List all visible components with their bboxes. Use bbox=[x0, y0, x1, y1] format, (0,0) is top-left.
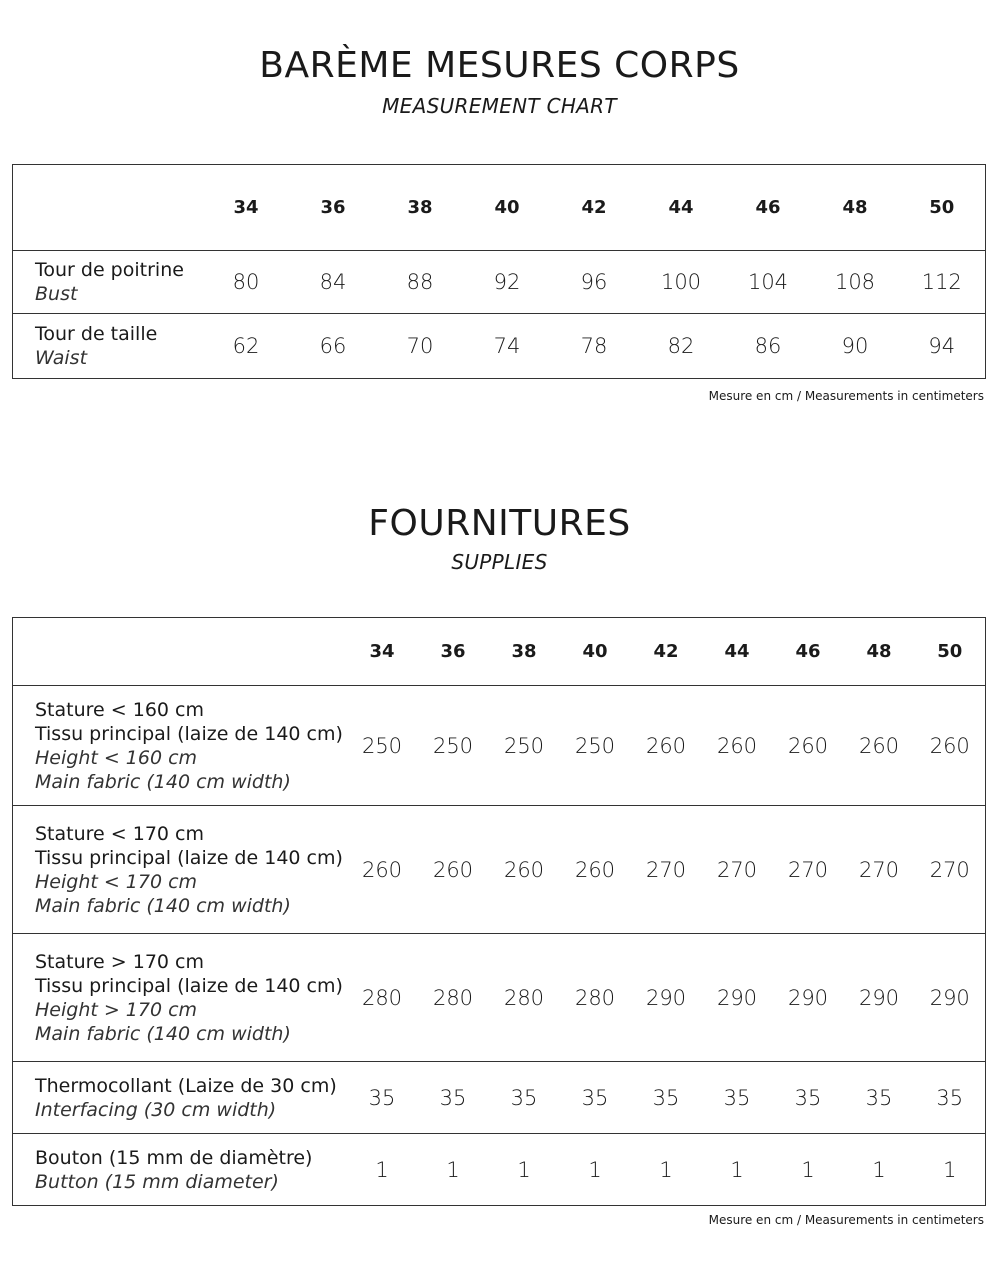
value-cell: 90 bbox=[812, 314, 899, 379]
value-cell: 35 bbox=[560, 1062, 631, 1134]
value-cell: 250 bbox=[347, 686, 418, 806]
value-cell: 250 bbox=[489, 686, 560, 806]
value-cell: 1 bbox=[489, 1134, 560, 1206]
size-header-cell: 40 bbox=[494, 197, 520, 218]
value-cell: 260 bbox=[631, 686, 702, 806]
size-header-cell: 44 bbox=[668, 197, 694, 218]
size-header-cell: 46 bbox=[755, 197, 781, 218]
measurement-row bbox=[13, 314, 986, 379]
value-cell: 250 bbox=[418, 686, 489, 806]
value-cell: 35 bbox=[702, 1062, 773, 1134]
row-label-fr: Bouton (15 mm de diamètre) bbox=[35, 1146, 313, 1169]
value-cell: 62 bbox=[203, 314, 290, 379]
value-cell: 104 bbox=[725, 251, 812, 314]
value-cell: 270 bbox=[773, 806, 844, 934]
measurement-table bbox=[12, 164, 986, 379]
size-header-cell: 42 bbox=[653, 641, 679, 662]
row-label-fr: Tissu principal (laize de 140 cm) bbox=[35, 846, 343, 869]
row-label-en: Main fabric (140 cm width) bbox=[35, 894, 291, 917]
supplies-row bbox=[13, 1062, 986, 1134]
value-cell: 290 bbox=[631, 934, 702, 1062]
value-cell: 35 bbox=[418, 1062, 489, 1134]
measurement-title: BARÈME MESURES CORPS bbox=[259, 45, 740, 86]
row-label-fr: Tour de poitrine bbox=[35, 259, 184, 281]
size-header-cell: 50 bbox=[929, 197, 955, 218]
size-header-cell: 38 bbox=[511, 641, 537, 662]
value-cell: 35 bbox=[915, 1062, 986, 1134]
row-label-en: Main fabric (140 cm width) bbox=[35, 1022, 291, 1045]
row-label-en: Height < 160 cm bbox=[35, 746, 198, 769]
value-cell: 100 bbox=[638, 251, 725, 314]
supplies-row bbox=[13, 1134, 986, 1206]
supplies-table bbox=[12, 617, 986, 1206]
value-cell: 280 bbox=[418, 934, 489, 1062]
size-header-cell: 44 bbox=[724, 641, 750, 662]
value-cell: 290 bbox=[702, 934, 773, 1062]
value-cell: 78 bbox=[551, 314, 638, 379]
value-cell: 290 bbox=[915, 934, 986, 1062]
row-label-cell bbox=[13, 1134, 347, 1206]
value-cell: 1 bbox=[702, 1134, 773, 1206]
size-header-cell: 48 bbox=[842, 197, 868, 218]
value-cell: 260 bbox=[915, 686, 986, 806]
measurement-note: Mesure en cm / Measurements in centimeters bbox=[708, 389, 984, 403]
measurement-subtitle: MEASUREMENT CHART bbox=[382, 94, 617, 118]
value-cell: 1 bbox=[560, 1134, 631, 1206]
value-cell: 1 bbox=[631, 1134, 702, 1206]
value-cell: 35 bbox=[844, 1062, 915, 1134]
measurement-header-row bbox=[13, 165, 986, 251]
row-label-fr: Tissu principal (laize de 140 cm) bbox=[35, 722, 343, 745]
size-header-cell: 38 bbox=[407, 197, 433, 218]
row-label-fr: Stature > 170 cm bbox=[35, 950, 204, 973]
value-cell: 70 bbox=[377, 314, 464, 379]
value-cell: 250 bbox=[560, 686, 631, 806]
value-cell: 290 bbox=[773, 934, 844, 1062]
value-cell: 84 bbox=[290, 251, 377, 314]
value-cell: 112 bbox=[899, 251, 986, 314]
row-label-en: Button (15 mm diameter) bbox=[35, 1170, 279, 1193]
value-cell: 35 bbox=[489, 1062, 560, 1134]
size-header-cell: 40 bbox=[582, 641, 608, 662]
size-header-cell: 46 bbox=[795, 641, 821, 662]
row-label-fr: Stature < 160 cm bbox=[35, 698, 204, 721]
row-label-cell bbox=[13, 806, 347, 934]
value-cell: 74 bbox=[464, 314, 551, 379]
measurement-row bbox=[13, 251, 986, 314]
row-label-en: Height > 170 cm bbox=[35, 998, 198, 1021]
value-cell: 1 bbox=[418, 1134, 489, 1206]
value-cell: 35 bbox=[631, 1062, 702, 1134]
row-label-en: Height < 170 cm bbox=[35, 870, 198, 893]
size-header-cell: 36 bbox=[440, 641, 466, 662]
row-label-cell bbox=[13, 934, 347, 1062]
value-cell: 96 bbox=[551, 251, 638, 314]
value-cell: 270 bbox=[631, 806, 702, 934]
size-header-cell: 48 bbox=[866, 641, 892, 662]
row-label-en: Interfacing (30 cm width) bbox=[35, 1098, 277, 1121]
value-cell: 86 bbox=[725, 314, 812, 379]
row-label-en: Waist bbox=[35, 347, 88, 369]
value-cell: 108 bbox=[812, 251, 899, 314]
row-label-cell bbox=[13, 686, 347, 806]
value-cell: 270 bbox=[915, 806, 986, 934]
value-cell: 1 bbox=[915, 1134, 986, 1206]
size-header-cell: 50 bbox=[937, 641, 963, 662]
row-label-cell bbox=[13, 1062, 347, 1134]
value-cell: 1 bbox=[844, 1134, 915, 1206]
value-cell: 260 bbox=[773, 686, 844, 806]
header-corner-cell bbox=[13, 165, 203, 251]
size-header-cell: 36 bbox=[320, 197, 346, 218]
size-header-cell: 34 bbox=[233, 197, 259, 218]
row-label-cell bbox=[13, 251, 203, 314]
value-cell: 88 bbox=[377, 251, 464, 314]
value-cell: 270 bbox=[702, 806, 773, 934]
value-cell: 92 bbox=[464, 251, 551, 314]
value-cell: 290 bbox=[844, 934, 915, 1062]
value-cell: 260 bbox=[489, 806, 560, 934]
row-label-en: Bust bbox=[35, 283, 78, 305]
row-label-fr: Tour de taille bbox=[35, 323, 158, 345]
value-cell: 260 bbox=[347, 806, 418, 934]
value-cell: 280 bbox=[560, 934, 631, 1062]
row-label-fr: Tissu principal (laize de 140 cm) bbox=[35, 974, 343, 997]
value-cell: 260 bbox=[418, 806, 489, 934]
value-cell: 260 bbox=[702, 686, 773, 806]
value-cell: 260 bbox=[844, 686, 915, 806]
supplies-subtitle: SUPPLIES bbox=[451, 550, 548, 574]
supplies-title: FOURNITURES bbox=[368, 503, 631, 544]
row-label-cell bbox=[13, 314, 203, 379]
size-header-cell: 42 bbox=[581, 197, 607, 218]
supplies-row bbox=[13, 806, 986, 934]
row-label-fr: Thermocollant (Laize de 30 cm) bbox=[35, 1074, 337, 1097]
value-cell: 270 bbox=[844, 806, 915, 934]
row-label-en: Main fabric (140 cm width) bbox=[35, 770, 291, 793]
value-cell: 35 bbox=[347, 1062, 418, 1134]
value-cell: 280 bbox=[489, 934, 560, 1062]
value-cell: 1 bbox=[347, 1134, 418, 1206]
size-header-cell: 34 bbox=[369, 641, 395, 662]
row-label-fr: Stature < 170 cm bbox=[35, 822, 204, 845]
value-cell: 35 bbox=[773, 1062, 844, 1134]
value-cell: 1 bbox=[773, 1134, 844, 1206]
value-cell: 260 bbox=[560, 806, 631, 934]
supplies-row bbox=[13, 686, 986, 806]
supplies-note: Mesure en cm / Measurements in centimeters bbox=[708, 1213, 984, 1227]
supplies-row bbox=[13, 934, 986, 1062]
header-corner-cell bbox=[13, 618, 347, 686]
value-cell: 80 bbox=[203, 251, 290, 314]
value-cell: 82 bbox=[638, 314, 725, 379]
value-cell: 280 bbox=[347, 934, 418, 1062]
supplies-header-row bbox=[13, 618, 986, 686]
value-cell: 94 bbox=[899, 314, 986, 379]
value-cell: 66 bbox=[290, 314, 377, 379]
